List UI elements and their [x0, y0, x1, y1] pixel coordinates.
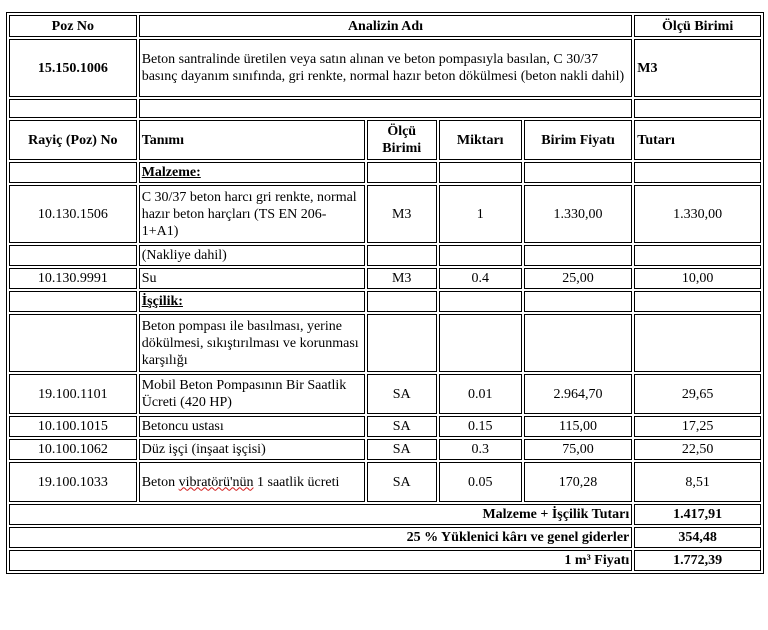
col-tutari: Tutarı — [634, 120, 761, 160]
price-row — [9, 550, 761, 571]
overhead-row — [9, 527, 761, 548]
row-price: 170,28 — [524, 462, 632, 502]
row-no: 10.100.1015 — [9, 416, 137, 437]
row-price: 25,00 — [524, 268, 632, 289]
price-value: 1.772,39 — [634, 550, 761, 571]
table-row — [9, 374, 761, 414]
subtotal-row — [9, 504, 761, 525]
iscilik-note: Beton pompası ile basılması, yerine dökülmesi, sıkıştırılması ve korunması karşılığı — [139, 314, 365, 372]
item-poz-no: 15.150.1006 — [9, 39, 137, 97]
row-total: 1.330,00 — [634, 185, 761, 243]
row-price: 2.964,70 — [524, 374, 632, 414]
price-label: 1 m³ Fiyatı — [9, 550, 632, 571]
desc-part: Beton — [141, 474, 176, 490]
row-qty: 0.3 — [439, 439, 522, 460]
poz-no-header: Poz No — [9, 15, 137, 37]
row-qty: 0.15 — [439, 416, 522, 437]
row-qty: 0.4 — [439, 268, 522, 289]
overhead-value: 354,48 — [634, 527, 761, 548]
row-qty: 1 — [439, 185, 522, 243]
note-row — [9, 314, 761, 372]
row-total: 29,65 — [634, 374, 761, 414]
row-desc: Mobil Beton Pompasının Bir Saatlik Ücreti (420 HP) — [139, 374, 365, 414]
blank-row — [9, 99, 761, 118]
row-no: 10.100.1062 — [9, 439, 137, 460]
note-row — [9, 245, 761, 266]
subtotal-label: Malzeme + İşçilik Tutarı — [9, 504, 632, 525]
analysis-name-header: Analizin Adı — [139, 15, 633, 37]
col-tanimi: Tanımı — [139, 120, 365, 160]
row-unit: SA — [367, 439, 437, 460]
row-unit: SA — [367, 462, 437, 502]
section-iscilik-row — [9, 291, 761, 312]
item-unit: M3 — [634, 39, 761, 97]
section-iscilik: İşçilik: — [139, 291, 365, 312]
row-desc: Düz işçi (inşaat işçisi) — [139, 439, 365, 460]
nakliye-note: (Nakliye dahil) — [139, 245, 365, 266]
table-row — [9, 416, 761, 437]
row-unit: M3 — [367, 185, 437, 243]
table-row — [9, 462, 761, 502]
section-malzeme: Malzeme: — [139, 162, 365, 183]
overhead-label: 25 % Yüklenici kârı ve genel giderler — [9, 527, 632, 548]
row-total: 22,50 — [634, 439, 761, 460]
row-no: 19.100.1033 — [9, 462, 137, 502]
col-miktari: Miktarı — [439, 120, 522, 160]
row-total: 17,25 — [634, 416, 761, 437]
col-birim-fiyati: Birim Fiyatı — [524, 120, 632, 160]
table-row — [9, 268, 761, 289]
row-price: 115,00 — [524, 416, 632, 437]
row-unit: SA — [367, 374, 437, 414]
row-no: 19.100.1101 — [9, 374, 137, 414]
unit-price-analysis-sheet — [6, 12, 764, 574]
row-desc: Su — [139, 268, 365, 289]
row-price: 75,00 — [524, 439, 632, 460]
col-rayic-no: Rayiç (Poz) No — [9, 120, 137, 160]
row-unit: SA — [367, 416, 437, 437]
table-row — [9, 185, 761, 243]
row-total: 10,00 — [634, 268, 761, 289]
row-desc — [139, 462, 365, 502]
desc-part: 1 saatlik ücreti — [257, 474, 340, 490]
item-description: Beton santralinde üretilen veya satın alınan ve beton pompasıyla basılan, C 30/37 basınç dayanım sınıfında, gri renkte, normal hazır beton dökülmesi (beton nakli dahil) — [139, 39, 633, 97]
table-row — [9, 439, 761, 460]
row-unit: M3 — [367, 268, 437, 289]
col-olcu-birimi: Ölçü Birimi — [367, 120, 437, 160]
row-qty: 0.01 — [439, 374, 522, 414]
row-price: 1.330,00 — [524, 185, 632, 243]
row-no: 10.130.9991 — [9, 268, 137, 289]
unit-header: Ölçü Birimi — [634, 15, 761, 37]
spellcheck-word: vibratörü'nün — [178, 474, 254, 490]
row-desc: C 30/37 beton harcı gri renkte, normal hazır beton harçları (TS EN 206-1+A1) — [139, 185, 365, 243]
row-qty: 0.05 — [439, 462, 522, 502]
item-row — [9, 39, 761, 97]
section-malzeme-row — [9, 162, 761, 183]
row-no: 10.130.1506 — [9, 185, 137, 243]
row-desc: Betoncu ustası — [139, 416, 365, 437]
column-header-row — [9, 120, 761, 160]
analysis-table — [6, 12, 764, 574]
subtotal-value: 1.417,91 — [634, 504, 761, 525]
row-total: 8,51 — [634, 462, 761, 502]
header-row — [9, 15, 761, 37]
